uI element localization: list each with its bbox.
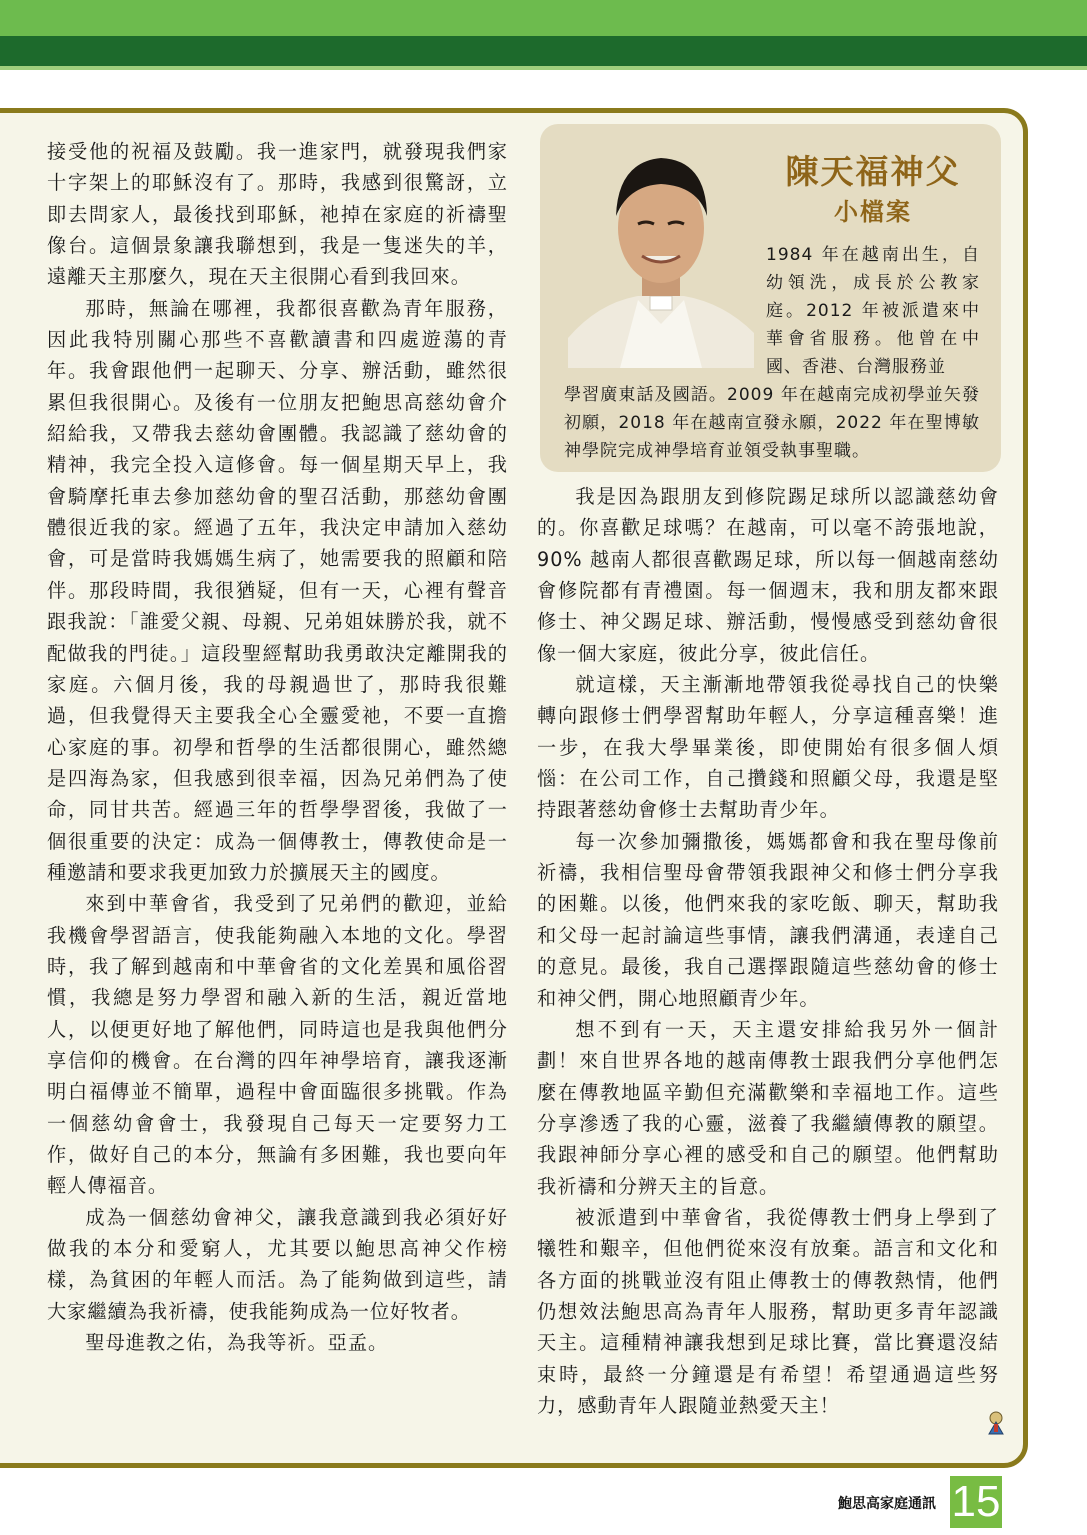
profile-text: 1984 年在越南出生，自幼領洗，成長於公教家庭。2012 年被派遣來中華會省服務。他曾在中國、香港、台灣服務並 <box>766 245 980 377</box>
header-band-dark <box>0 36 1087 66</box>
paragraph: 就這樣，天主漸漸地帶領我從尋找自己的快樂轉向跟修士們學習幫助年輕人，分享這種喜樂！進一步，在我大學畢業後，即使開始有很多個人煩惱：在公司工作，自己攢錢和照顧父母，我還是堅持跟著慈幼會修士去幫助青少年。 <box>537 673 999 822</box>
paragraph: 那時，無論在哪裡，我都很喜歡為青年服務，因此我特別關心那些不喜歡讀書和四處遊蕩的青年。我會跟他們一起聊天、分享、辦活動，雖然很累但我很開心。及後有一位朋友把鮑思高慈幼會介紹給我，又帶我去慈幼會團體。我認識了慈幼會的精神，我完全投入這修會。每一個星期天早上，我會騎摩托車去參加慈幼會的聖召活動，那慈幼會團體很近我的家。經過了五年，我決定申請加入慈幼會，可是當時我媽媽生病了，她需要我的照顧和陪伴。那段時間，我很猶疑，但有一天，心裡有聲音跟我說：「誰愛父親、母親、兄弟姐妹勝於我，就不配做我的門徒。」這段聖經幫助我勇敢決定離開我的家庭。六個月後，我的母親過世了，那時我很難過，但我覺得天主要我全心全靈愛祂，不要一直擔心家庭的事。初學和哲學的生活都很開心，雖然總是四海為家，但我感到很幸福，因為兄弟們為了使命，同甘共苦。經過三年的哲學學習後，我做了一個很重要的決定：成為一個傳教士，傳教使命是一種邀請和要求我更加致力於擴展天主的國度。 <box>47 296 508 884</box>
paragraph: 接受他的祝福及鼓勵。我一進家門，就發現我們家十字架上的耶穌沒有了。那時，我感到很驚訝，立即去問家人，最後找到耶穌，祂掉在家庭的祈禱聖像台。這個景象讓我聯想到，我是一隻迷失的羊，遠離天主那麼久，現在天主很開心看到我回來。 <box>47 140 508 289</box>
header-band-line <box>0 66 1087 70</box>
portrait-photo <box>568 128 754 368</box>
profile-subtitle: 小檔案 <box>834 197 912 226</box>
paragraph: 來到中華會省，我受到了兄弟們的歡迎，並給我機會學習語言，使我能夠融入本地的文化。學習時，我了解到越南和中華會省的文化差異和風俗習慣，我總是努力學習和融入新的生活，親近當地人，以便更好地了解他們，同時這也是我與他們分享信仰的機會。在台灣的四年神學培育，讓我逐漸明白福傳並不簡單，過程中會面臨很多挑戰。作為一個慈幼會會士，我發現自己每天一定要努力工作，做好自己的本分，無論有多困難，我也要向年輕人傳福音。 <box>47 892 508 1198</box>
publication-name: 鮑思高家庭通訊 <box>838 1496 936 1512</box>
profile-name: 陳天福神父 <box>785 152 961 191</box>
end-mark-icon <box>985 1410 1007 1436</box>
paragraph: 聖母進教之佑，為我等祈。亞孟。 <box>85 1331 389 1355</box>
paragraph: 被派遣到中華會省，我從傳教士們身上學到了犧牲和艱辛，但他們從來沒有放棄。語言和文化和各方面的挑戰並沒有阻止傳教士的傳教熱情，他們仍想效法鮑思高為青年人服務，幫助更多青年認識天主。這種精神讓我想到足球比賽，當比賽還沒結束時，最終一分鐘還是有希望！希望通過這些努力，感動青年人跟隨並熱愛天主！ <box>537 1205 999 1417</box>
paragraph: 成為一個慈幼會神父，讓我意識到我必須好好做我的本分和愛窮人，尤其要以鮑思高神父作榜樣，為貧困的年輕人而活。為了能夠做到這些，請大家繼續為我祈禱，使我能夠成為一位好牧者。 <box>47 1205 508 1323</box>
profile-text-continued: 學習廣東話及國語。2009 年在越南完成初學並矢發初願，2018 年在越南宣發永願，2022 年在聖博敏神學院完成神學培育並領受執事聖職。 <box>564 385 980 461</box>
page-number: 15 <box>951 1477 1001 1526</box>
paragraph: 我是因為跟朋友到修院踢足球所以認識慈幼會的。你喜歡足球嗎？在越南，可以毫不誇張地說，90% 越南人都很喜歡踢足球，所以每一個越南慈幼會修院都有青禮園。每一個週末，我和朋友都來跟修士、神父踢足球、辦活動，慢慢感受到慈幼會很像一個大家庭，彼此分享，彼此信任。 <box>537 485 999 665</box>
paragraph: 想不到有一天，天主還安排給我另外一個計劃！來自世界各地的越南傳教士跟我們分享他們怎麼在傳教地區辛勤但充滿歡樂和幸福地工作。這些分享滲透了我的心靈，滋養了我繼續傳教的願望。我跟神師分享心裡的感受和自己的願望。他們幫助我祈禱和分辨天主的旨意。 <box>537 1017 999 1198</box>
article-right-column <box>537 481 999 1421</box>
paragraph: 每一次參加彌撒後，媽媽都會和我在聖母像前祈禱，我相信聖母會帶領我跟神父和修士們分享我的困難。以後，他們來我的家吃飯、聊天，幫助我和父母一起討論這些事情，讓我們溝通，表達自己的意見。最後，我自己選擇跟隨這些慈幼會的修士和神父們，開心地照顧青少年。 <box>537 829 999 1010</box>
header-band-light <box>0 0 1087 36</box>
article-left-column <box>47 136 508 1358</box>
